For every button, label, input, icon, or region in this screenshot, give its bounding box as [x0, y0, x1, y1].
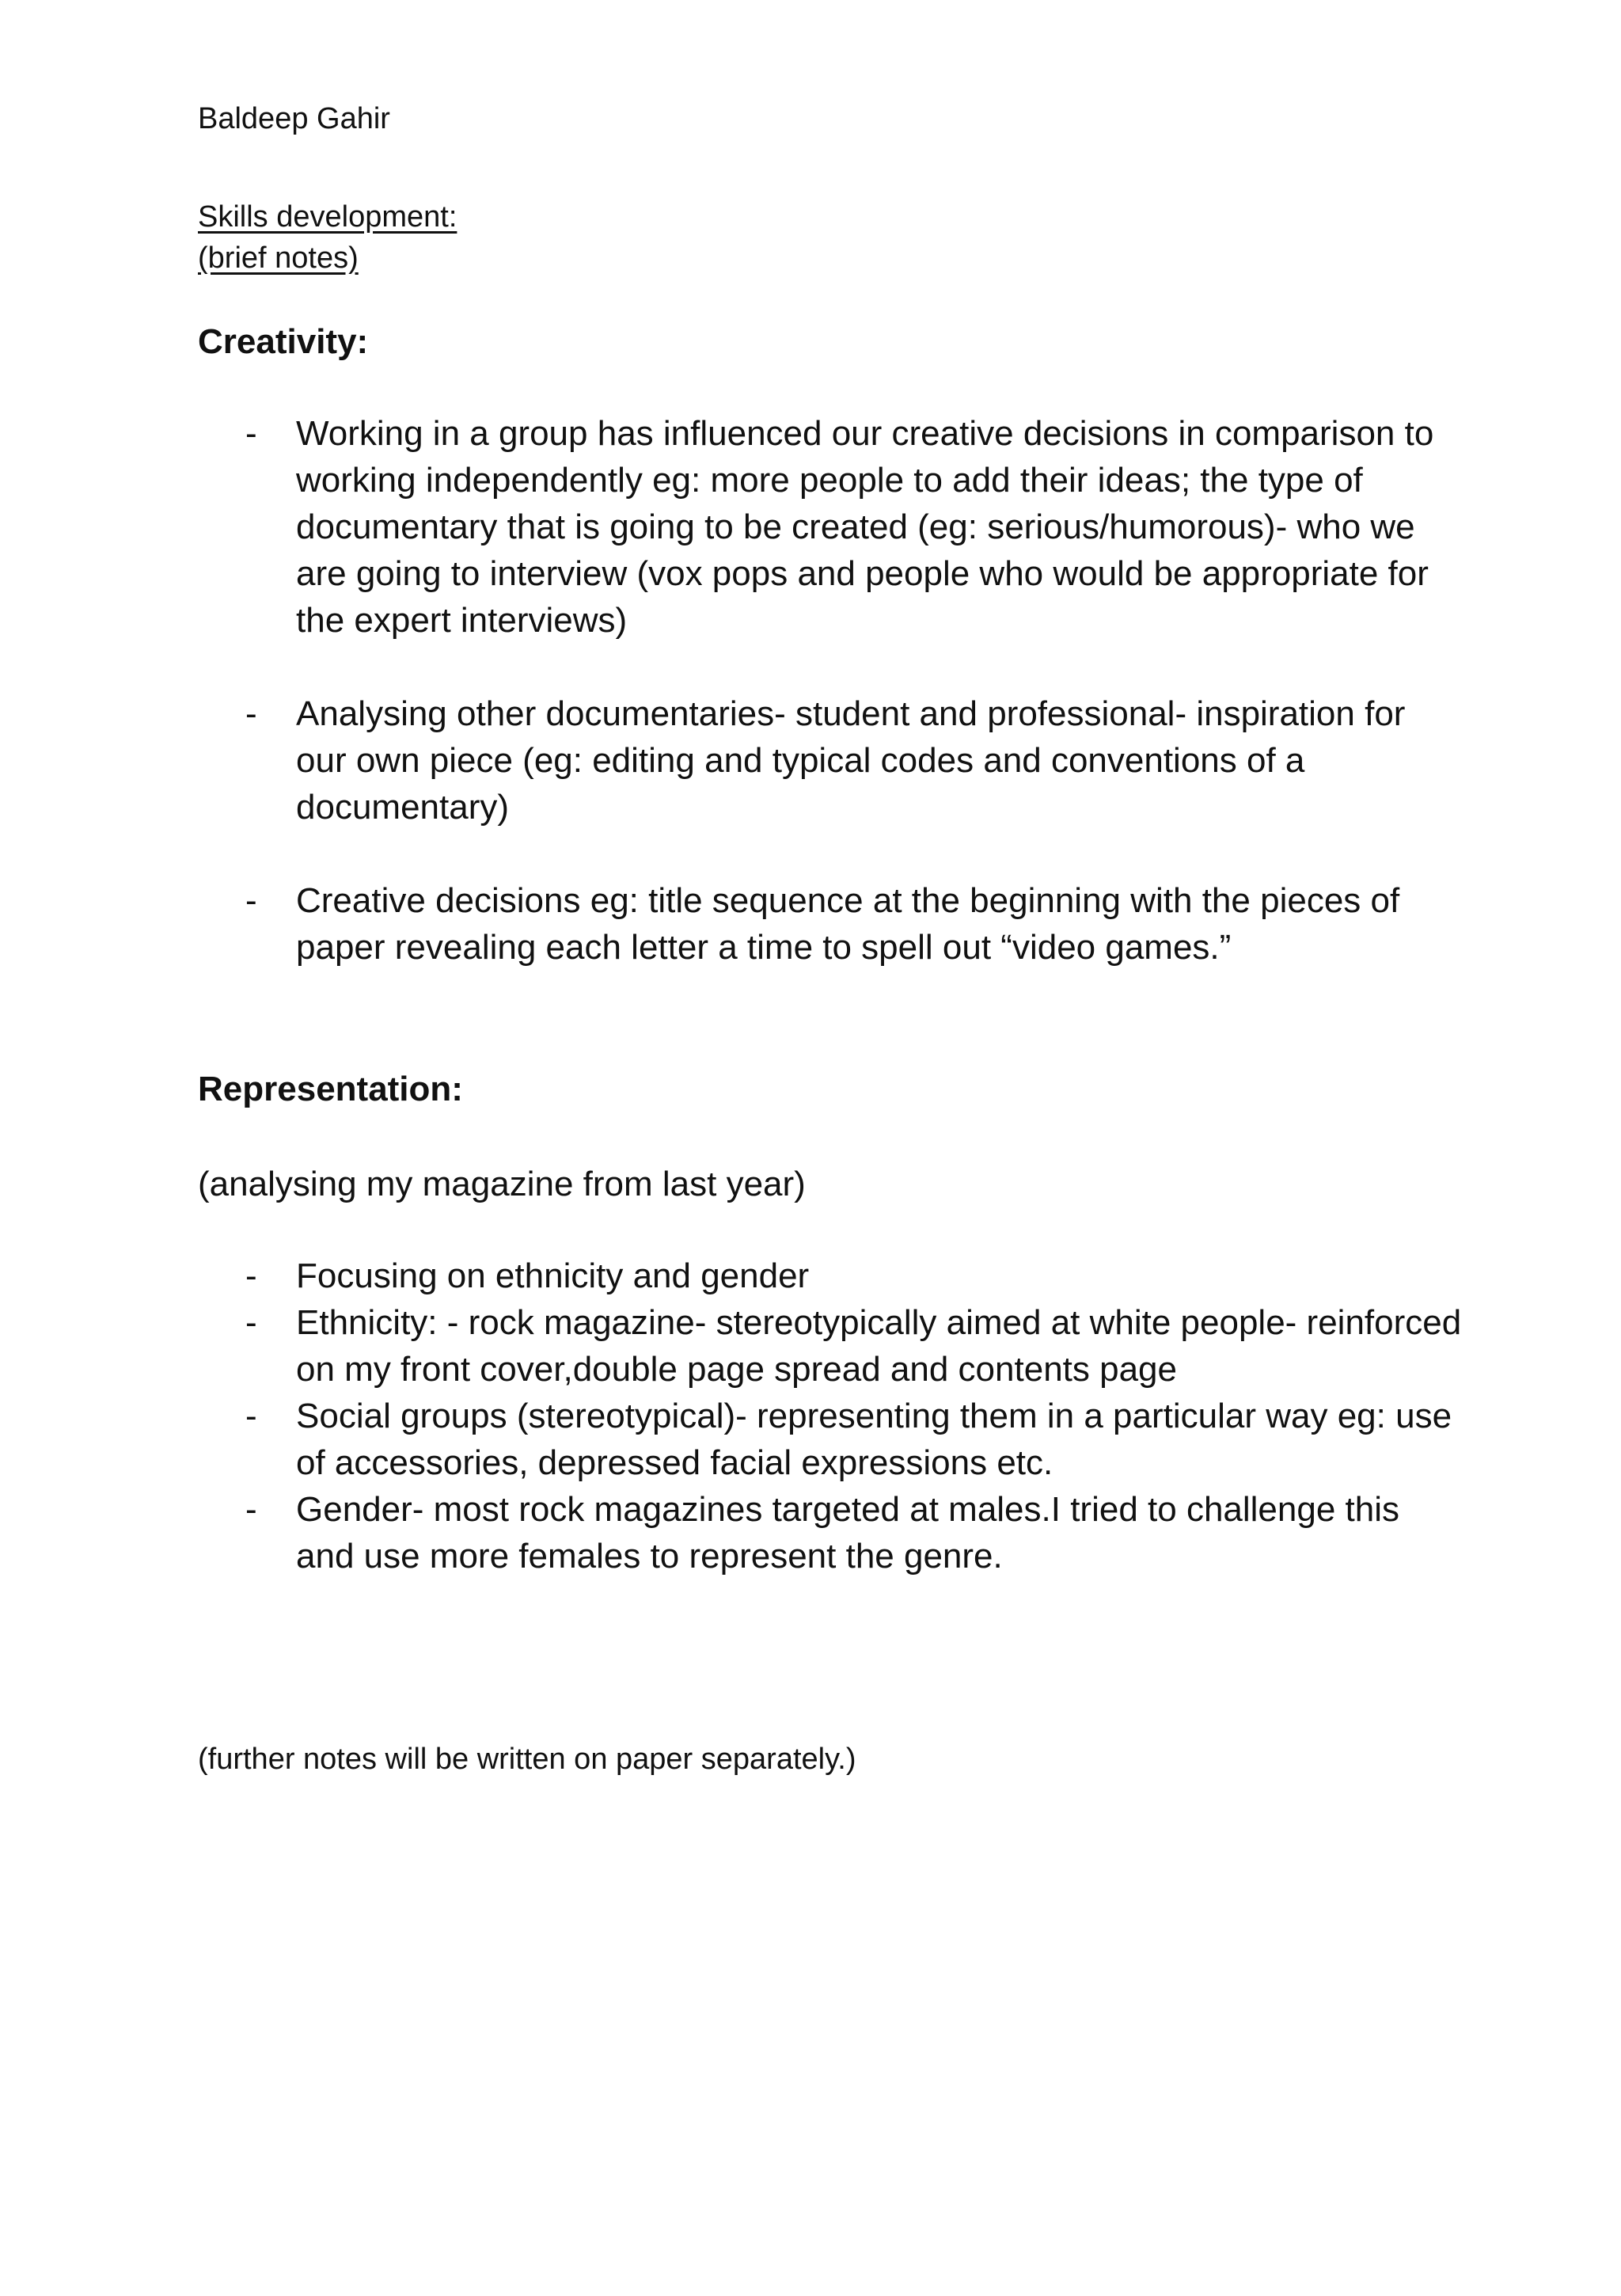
list-item [198, 1253, 1464, 1299]
bullet-dash: - [245, 1490, 257, 1529]
subheading-skills-development: Skills development: [198, 200, 457, 234]
subheading-brief-notes: (brief notes) [198, 241, 359, 275]
representation-intro: (analysing my magazine from last year) [198, 1165, 806, 1203]
bullet-text: Working in a group has influenced our creative decisions in comparison to working independently eg: more people to add their ideas; the type of documentary that is going to be created (eg: serious/humorous)- who we are going to interview (vox pops and people who would be appropriate for the expert interviews) [296, 414, 1434, 640]
bullet-dash: - [245, 1256, 257, 1295]
list-item [198, 410, 1464, 644]
bullet-dash: - [245, 414, 257, 453]
creativity-bullet-list [198, 410, 1464, 971]
bullet-dash: - [245, 1303, 257, 1342]
bullet-text: Ethnicity: - rock magazine- stereotypically aimed at white people- reinforced on my front cover,double page spread and contents page [296, 1303, 1462, 1389]
bullet-dash: - [245, 1397, 257, 1435]
list-item [198, 877, 1464, 971]
representation-bullet-list [198, 1253, 1464, 1579]
section-title-creativity: Creativity: [198, 322, 369, 361]
bullet-text: Gender- most rock magazines targeted at males.I tried to challenge this and use more females to represent the genre. [296, 1490, 1400, 1576]
bullet-text: Social groups (stereotypical)- representing them in a particular way eg: use of accessories, depressed facial expressions etc. [296, 1397, 1452, 1482]
bullet-dash: - [245, 694, 257, 733]
list-item [198, 1299, 1464, 1393]
bullet-text: Creative decisions eg: title sequence at the beginning with the pieces of paper revealing each letter a time to spell out “video games.” [296, 881, 1400, 967]
list-item [198, 1393, 1464, 1486]
bullet-text: Focusing on ethnicity and gender [296, 1256, 810, 1295]
footer-note: (further notes will be written on paper separately.) [198, 1743, 856, 1776]
list-item [198, 690, 1464, 831]
author-name: Baldeep Gahir [198, 102, 390, 135]
section-title-representation: Representation: [198, 1070, 463, 1108]
bullet-text: Analysing other documentaries- student and professional- inspiration for our own piece (eg: editing and typical codes and conventions of a documentary) [296, 694, 1406, 827]
list-item [198, 1486, 1464, 1579]
bullet-dash: - [245, 881, 257, 920]
